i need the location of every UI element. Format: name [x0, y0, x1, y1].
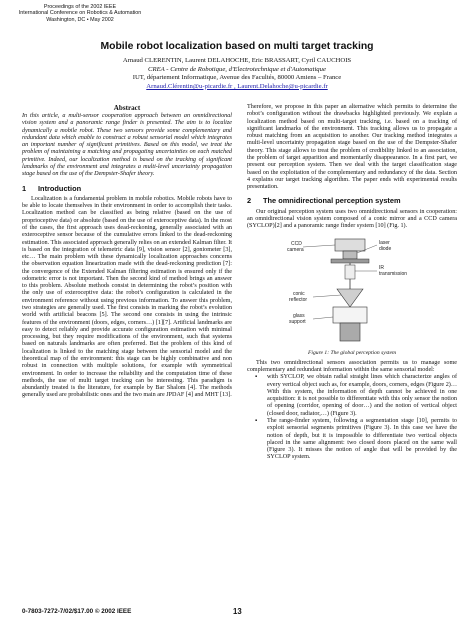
- label-ccd: CCD: [291, 240, 302, 247]
- conference-line-2: International Conference on Robotics & Automation: [18, 10, 142, 17]
- abstract-text: In this article, a multi-sensor cooperation approach between an omnidirectional vision system and a panoramic range finder is presented. The aim is to localize dynamically a mobile robot. These two sensors provide some complementary and redundant data which enable to construct a robust sensorial model which integrates an important number of significant primitives. Based on this model, we treat the problem of maintaining a matching and propagating uncertainties on each matched primitive. Indeed, our localization method is based on the tracking of significant landmarks of the environment and integrates a multi-level uncertainty propagation stage based on the use of the Dempster-Shafer theory.: [22, 113, 232, 178]
- label-transmission: transmission: [379, 270, 408, 277]
- footer-isbn: 0-7803-7272-7/02/$17.00 © 2002 IEEE: [22, 608, 132, 615]
- section-2-paragraph-1: Our original perception system uses two omnidirectional sensors in cooperation: an omnidirectional vision system composed of a conic mirror and a CCD camera (SYCLOP)[2] and a panoramic range finder system [10] (Fig. 1).: [247, 208, 457, 230]
- section-1-heading: [22, 185, 232, 192]
- sensor-bullet-list: [247, 374, 457, 461]
- conference-line-1: Proceedings of the 2002 IEEE: [43, 4, 117, 10]
- label-conic: conic: [293, 290, 305, 297]
- affiliation-line-2: IUT, département Informatique, Avenue des Facultés, 80000 Amiens – France: [132, 74, 342, 82]
- label-laser: laser: [379, 239, 390, 246]
- label-camera: camera: [287, 246, 304, 253]
- author-emails[interactable]: Arnaud.Clérentin@u-picardie.fr , Laurent.Delahoche@u-picardie.fr: [146, 82, 328, 90]
- section-2-number: 2: [247, 196, 252, 206]
- laser-diode-shape: [343, 251, 357, 259]
- conic-reflector-shape: [337, 289, 363, 307]
- page-number: 13: [233, 607, 242, 616]
- label-support: support: [289, 318, 306, 325]
- section-2-title: The omnidirectional perception system: [263, 196, 401, 206]
- perception-system-diagram: [247, 233, 457, 349]
- intro-continuation: Therefore, we propose in this paper an alternative which permits to determine the robot’s configuration without the drawbacks highlighted previously. We explain a localization method based on multi-target tracking, i.e. based on a tracking of significant landmarks of the environment. This tracking allows us to propagate a robust matching from an acquisition to another. Our tracking method integrates a multi-level uncertainty propagation stage based on the use of the Dempster-Shafer theory. This stage allows to treat the problem of credibility linked to an association, the problem of target apparition and momentarily disappearance. In a first part, we present our perception system. Then we deal with the target classification stage based on the exploitation of the complementary and redundancy of the data. Section 4 explains our target tracking algorithm. The paper ends with experimental results presentation.: [247, 104, 457, 191]
- bullet-item-syclop: ▪ with SYCLOP, we obtain radial straight lines which characterize angles of every vertical object such as, for example, doors, corners, edges (Figure 2)… With this system, the information of depth cannot be achieved in one acquisition: it is not possible to differentiate with this only sensor the notion of opening (corridor, opening of door…) and the notion of vertical object (closed door, radiator,…) (Figure 3).: [267, 374, 457, 418]
- glass-support-leader: [313, 317, 333, 319]
- ccd-camera-leader: [303, 245, 335, 247]
- ccd-camera-shape: [340, 323, 360, 341]
- top-unit-shape: [335, 239, 365, 251]
- glass-support-shape: [333, 307, 367, 323]
- left-column: [22, 104, 232, 400]
- section-2-heading: [247, 197, 457, 204]
- label-diode: diode: [379, 245, 392, 252]
- ir-module-shape: [345, 265, 355, 279]
- plate-shape: [331, 259, 369, 263]
- section-2-paragraph-2: This two omnidirectional sensors association permits us to manage some complementary and redundant information within the same sensorial model:: [247, 359, 457, 374]
- conic-reflector-leader: [313, 295, 341, 297]
- affiliation-line-1: CREA - Centre de Robotique, d'Electrotechnique et d'Automatique: [148, 65, 326, 73]
- section-1-number: 1: [22, 183, 27, 193]
- figure-1: [247, 233, 457, 349]
- section-1-title: Introduction: [38, 183, 82, 193]
- paper-title: Mobile robot localization based on multi target tracking: [100, 41, 374, 52]
- bullet-item-range-finder: ▪ The range-finder system, following a segmentation stage [10], permits to exploit sensorial segments primitives (Figure 3). In this case we have the notion of depth, but it is impossible to differentiate two vertical objects placed in the same alignment: two closed doors placed on the same wall (Figure 3). It misses the notion of angle that will be provided by the SYCLOP system.: [267, 418, 457, 462]
- section-1-paragraph: Localization is a fundamental problem in mobile robotics. Mobile robots have to be able to locate themselves in their environment in order to accomplish their tasks. Localization method can be classified as being relative (based on the use of proprioceptive data) or absolute (based on the use of exteroceptive data). In the most of the cases, the first approach uses dead-reckoning, generally associated with an exteroceptive sensor because of the cumulative errors linked to the dead-reckoning estimation. This associated approach generally relies on an extended Kalman filter. It is based on the integration of telemetric data [9], vision sensor [2], goniometer [3], etc… The main problem with these dynamically localization approaches concerns the observation equation linearization made with the dead-reckoning prediction [7]: the convergence of the Extended Kalman filtering estimation is ensured only if the odometric error is not important. Then the second kind of method brings an answer to this problem. Absolute methods consist in determining the robot’s position with the only use of exteroceptive data: the robot’s configuration is calculated in the environment reference without using previous information. To answer this problem, two strategies are generally used. The first consists in marking the robot’s evolution world with artificial beacons [5]. The second one consists in using the intrinsic features of the environment (doors, edges, corners…) [1][7]. Artificial landmarks are easy to detect reliably and provide accurate configuration estimation with minimal processing, but they require modifications of the environment, such that systems based on naturals landmarks are often preferred. But the problem of this kind of localization is linked to the matching stage between the sensorial model and the theoretical map of the environment: this stage can be highly combinative and non robust in connection with multiple solutions, for example with symmetrical environment. In order to increase the reliability and the computation time of these methods, the use of multi target tracking can be interesting. This paradigm is abundantly treated is the literature, for example by Bar Shalom [4]. The methods generally used are probabilistic ones and the two main are JPDAF [4] and MHT [13].: [22, 195, 232, 399]
- label-glass: glass: [293, 312, 305, 319]
- abstract-heading: Abstract: [113, 104, 141, 112]
- right-column: [247, 104, 457, 462]
- label-ir: IR: [379, 264, 384, 271]
- conference-line-3: Washington, DC • May 2002: [46, 16, 114, 23]
- author-block: [0, 57, 474, 91]
- author-names: Arnaud CLERENTIN, Laurent DELAHOCHE, Eric BRASSART, Cyril CAUCHOIS: [122, 57, 352, 64]
- conference-header: [10, 4, 150, 23]
- figure-1-caption: Figure 1: The global perception system: [308, 349, 396, 356]
- label-reflector: reflector: [289, 296, 308, 303]
